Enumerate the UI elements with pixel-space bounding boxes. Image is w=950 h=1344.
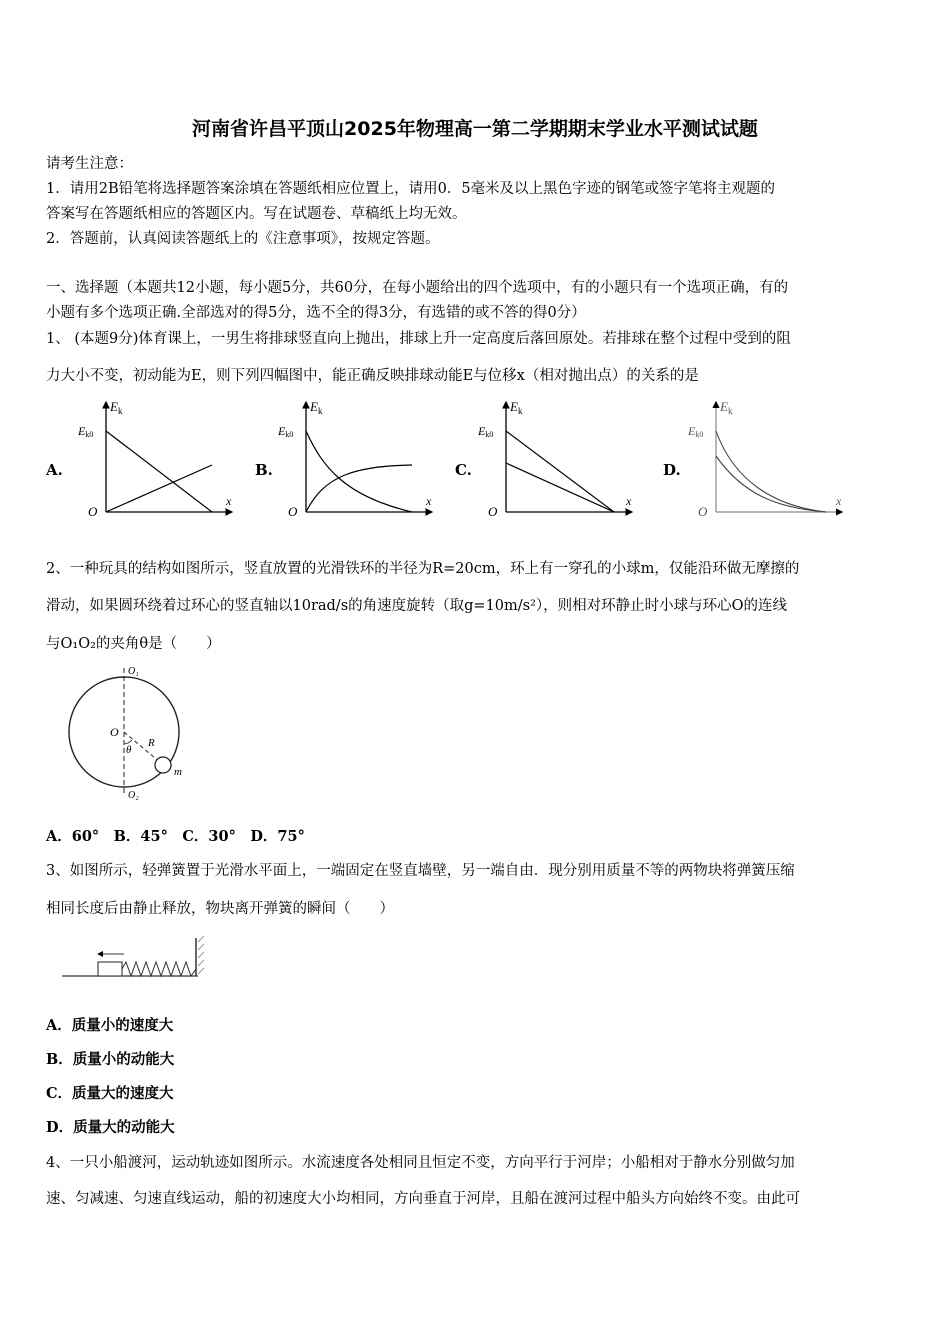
ascending-curve: [306, 465, 412, 512]
section-intro-1: 一、选择题（本题共12小题，每小题5分，共60分，在每小题给出的四个选项中，有的小题只有一个选项正确，有的: [46, 280, 789, 296]
x-axis-label: x: [626, 494, 632, 508]
q1-graph-d: [684, 396, 854, 522]
upper-curve: [716, 431, 826, 512]
notice-header: 请考生注意：: [46, 156, 133, 172]
origin-label: O: [88, 504, 98, 519]
section-intro-2: 小题有多个选项正确.全部选对的得5分，选不全的得3分，有选错的或不答的得0分）: [46, 305, 586, 321]
o1-label: O₁: [128, 666, 139, 677]
notice-item-1-cont: 答案写在答题纸相应的答题区内。写在试题卷、草稿纸上均无效。: [46, 206, 467, 222]
r-label: R: [148, 737, 155, 749]
block: [98, 962, 122, 976]
ek0-label: Ek0: [688, 424, 704, 439]
q4-stem-1: 4、一只小船渡河，运动轨迹如图所示。水流速度各处相同且恒定不变，方向平行于河岸；小船相对于静水分别做匀加: [46, 1155, 795, 1171]
q1-graph-c: [474, 396, 644, 522]
q2-stem-1: 2、一种玩具的结构如图所示，竖直放置的光滑铁环的半径为R=20cm，环上有一穿孔的小球m，仅能沿环做无摩擦的: [46, 561, 800, 577]
upper-line: [506, 431, 614, 512]
y-axis-label: $E_k$: [110, 399, 123, 416]
ek0-label: Ek0: [478, 424, 494, 439]
lower-curve: [716, 456, 826, 512]
q4-stem-2: 速、匀减速、匀速直线运动，船的初速度大小均相同，方向垂直于河岸，且船在渡河过程中船头方向始终不变。由此可: [46, 1191, 800, 1207]
q1-option-d: D.: [663, 461, 681, 479]
q2-stem-2: 滑动，如果圆环绕着过环心的竖直轴以10rad/s的角速度旋转（取g=10m/s²），则相对环静止时小球与环心O的连线: [46, 598, 788, 614]
q3-option-c: C．质量大的速度大: [46, 1085, 174, 1102]
q1-graph-a: [74, 396, 244, 522]
theta-label: θ: [126, 744, 132, 756]
ek0-label: Ek0: [278, 424, 294, 439]
y-axis-label: $E_k$: [510, 399, 523, 416]
o2-label: O₂: [128, 790, 139, 801]
small-ball: [155, 757, 171, 773]
q1-stem-1: 1、 (本题9分)体育课上，一男生将排球竖直向上抛出，排球上升一定高度后落回原处。若排球在整个过程中受到的阻: [46, 331, 791, 347]
q1-option-a: A.: [46, 461, 63, 479]
origin-label: O: [288, 504, 298, 519]
x-axis-label: x: [836, 494, 842, 508]
q3-spring-figure: [58, 932, 208, 984]
center-label: O: [110, 725, 119, 739]
q3-option-d: D．质量大的动能大: [46, 1119, 175, 1136]
q2-stem-3: 与O₁O₂的夹角θ是（ ）: [46, 636, 221, 652]
q1-option-c: C.: [455, 461, 472, 479]
origin-label: O: [698, 504, 708, 519]
q1-graph-b: [274, 396, 444, 522]
m-label: m: [174, 766, 182, 778]
page-title: 河南省许昌平顶山2025年物理高一第二学期期末学业水平测试试题: [192, 118, 758, 140]
q3-option-a: A．质量小的速度大: [46, 1017, 174, 1034]
notice-item-1: 1．请用2B铅笔将选择题答案涂填在答题纸相应位置上，请用0．5毫米及以上黑色字迹的钢笔或签字笔将主观题的: [46, 181, 776, 197]
y-axis-label: $E_k$: [310, 399, 323, 416]
descending-curve: [306, 431, 412, 512]
q3-stem-2: 相同长度后由静止释放，物块离开弹簧的瞬间（ ）: [46, 901, 394, 917]
q3-stem-1: 3、如图所示，轻弹簧置于光滑水平面上，一端固定在竖直墙壁，另一端自由．现分别用质量不等的两物块将弹簧压缩: [46, 863, 795, 879]
notice-item-2: 2．答题前，认真阅读答题纸上的《注意事项》，按规定答题。: [46, 231, 440, 247]
q1-stem-2: 力大小不变，初动能为E，则下列四幅图中，能正确反映排球动能E与位移x（相对抛出点）的关系的是: [46, 368, 699, 384]
x-axis-label: x: [426, 494, 432, 508]
q1-option-b: B.: [255, 461, 273, 479]
ek0-label: Ek0: [78, 424, 94, 439]
q3-option-b: B．质量小的动能大: [46, 1051, 175, 1068]
lower-line: [506, 463, 614, 512]
wall-hatching: [198, 936, 204, 974]
x-axis-label: x: [226, 494, 232, 508]
y-axis-label: $E_k$: [720, 399, 733, 416]
origin-label: O: [488, 504, 498, 519]
spring: [122, 962, 196, 976]
q2-ring-figure: [66, 660, 206, 802]
q2-answers: A．60° B．45° C．30° D．75°: [46, 828, 305, 845]
